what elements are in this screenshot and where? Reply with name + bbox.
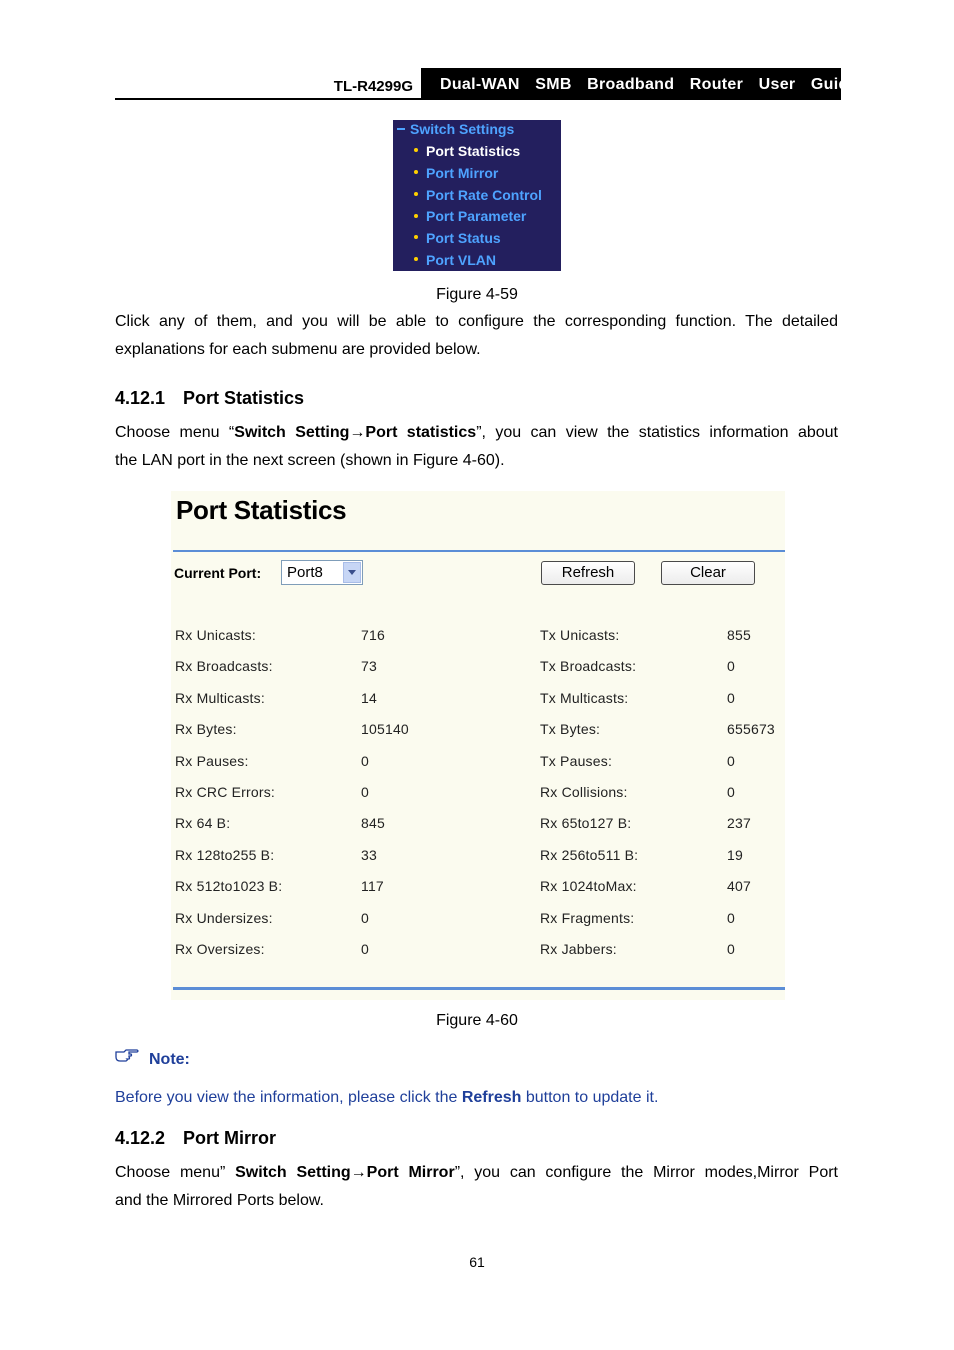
section-heading-port-statistics: 4.12.1 Port Statistics [115, 388, 305, 408]
stat-value: 0 [727, 784, 735, 800]
stat-value: 845 [361, 815, 385, 832]
figure-caption-60: Figure 4-60 [436, 1012, 518, 1029]
stat-value: 0 [361, 941, 369, 957]
stat-value: 0 [361, 752, 369, 769]
stat-value: 33 [361, 846, 377, 863]
stat-value: 117 [361, 878, 384, 895]
bullet-icon [414, 257, 418, 261]
menu-item-port-rate-control[interactable]: Port Rate Control [414, 187, 542, 203]
stat-value: 0 [727, 941, 735, 957]
guide-title-bar [421, 68, 858, 98]
stat-label: Rx 65to127 B: [540, 815, 632, 832]
menu-item-port-status[interactable]: Port Status [414, 230, 501, 246]
current-port-label: Current Port: [174, 565, 262, 581]
bullet-icon [414, 192, 418, 196]
stat-value: 0 [727, 752, 735, 769]
menu-title[interactable]: Switch Settings [397, 121, 514, 137]
stat-value: 73 [361, 658, 377, 675]
menu-item-port-vlan[interactable]: Port VLAN [414, 252, 496, 268]
stat-value: 19 [727, 846, 743, 863]
stat-label: Rx 256to511 B: [540, 846, 639, 863]
stat-label: Rx Unicasts: [175, 627, 256, 643]
stat-label: Tx Broadcasts: [540, 658, 637, 675]
stat-label: Rx Jabbers: [540, 941, 617, 957]
stat-label: Rx Undersizes: [175, 909, 273, 926]
stat-label: Rx Collisions: [540, 784, 628, 800]
stat-label: Rx 128to255 B: [175, 846, 275, 863]
current-port-select[interactable] [281, 560, 363, 585]
clear-button[interactable]: Clear [661, 561, 755, 585]
switch-settings-menu [393, 120, 561, 271]
menu-item-port-parameter[interactable]: Port Parameter [414, 208, 526, 224]
stat-label: Tx Multicasts: [540, 689, 629, 706]
divider-top [173, 550, 785, 552]
stat-value: 655673 [727, 721, 775, 738]
stat-label: Tx Unicasts: [540, 627, 620, 643]
chevron-down-icon[interactable] [343, 562, 361, 583]
guide-title: Dual-WAN SMB Broadband Router User Guide [440, 76, 858, 93]
stat-label: Rx 64 B: [175, 815, 231, 832]
collapse-minus-icon [397, 128, 405, 130]
stat-value: 0 [727, 689, 735, 706]
stat-value: 855 [727, 627, 751, 643]
panel-title: Port Statistics [176, 495, 347, 525]
stat-label: Rx CRC Errors: [175, 784, 276, 800]
page-header [115, 68, 858, 100]
stat-label: Rx 512to1023 B: [175, 878, 283, 895]
menu-item-port-statistics[interactable]: Port Statistics [414, 143, 520, 159]
stat-value: 105140 [361, 721, 409, 738]
stat-value: 14 [361, 689, 377, 706]
stat-label: Rx Multicasts: [175, 689, 265, 706]
stat-label: Rx Broadcasts: [175, 658, 273, 675]
port-statistics-paragraph: Choose menu “Switch Setting→Port statistics”, you can view the statistics information about the LAN port in the next screen (shown in Figure 4-60). [115, 424, 839, 469]
bullet-icon [414, 214, 418, 218]
stat-value: 0 [727, 658, 735, 675]
divider-bottom [173, 987, 785, 990]
bullet-icon [414, 170, 418, 174]
stat-label: Rx Oversizes: [175, 941, 265, 957]
stat-label: Rx Bytes: [175, 721, 237, 738]
page-number: 61 [469, 1254, 485, 1270]
stat-label: Tx Bytes: [540, 721, 601, 738]
note-text: Before you view the information, please click the Refresh button to update it. [115, 1089, 659, 1106]
stat-value: 0 [361, 909, 369, 926]
refresh-button[interactable]: Refresh [541, 561, 635, 585]
bullet-icon [414, 235, 418, 239]
port-statistics-panel [171, 491, 785, 1000]
port-mirror-paragraph: Choose menu” Switch Setting→Port Mirror”, you can configure the Mirror modes,Mirror Port and the Mirrored Ports below. [115, 1164, 839, 1209]
intro-paragraph: Click any of them, and you will be able to configure the corresponding function. The detailed explanations for each submenu are provided below. [115, 313, 838, 358]
stat-label: Rx Fragments: [540, 909, 635, 926]
stat-value: 0 [361, 784, 369, 800]
stat-value: 407 [727, 878, 751, 895]
stat-value: 237 [727, 815, 751, 832]
stat-label: Rx 1024toMax: [540, 878, 637, 895]
stat-value: 0 [727, 909, 735, 926]
section-heading-port-mirror: 4.12.2 Port Mirror [115, 1128, 277, 1148]
note-heading: Note: [115, 1050, 190, 1069]
menu-item-port-mirror[interactable]: Port Mirror [414, 165, 498, 181]
stat-value: 716 [361, 627, 385, 643]
stat-label: Rx Pauses: [175, 752, 249, 769]
refresh-reference: Refresh [461, 1089, 522, 1106]
current-port-value: Port8 [287, 564, 323, 581]
stat-label: Tx Pauses: [540, 752, 613, 769]
pointing-hand-icon [115, 1048, 141, 1067]
model-name: TL-R4299G [333, 78, 413, 95]
bullet-icon [414, 148, 418, 152]
figure-caption-59: Figure 4-59 [436, 286, 518, 303]
